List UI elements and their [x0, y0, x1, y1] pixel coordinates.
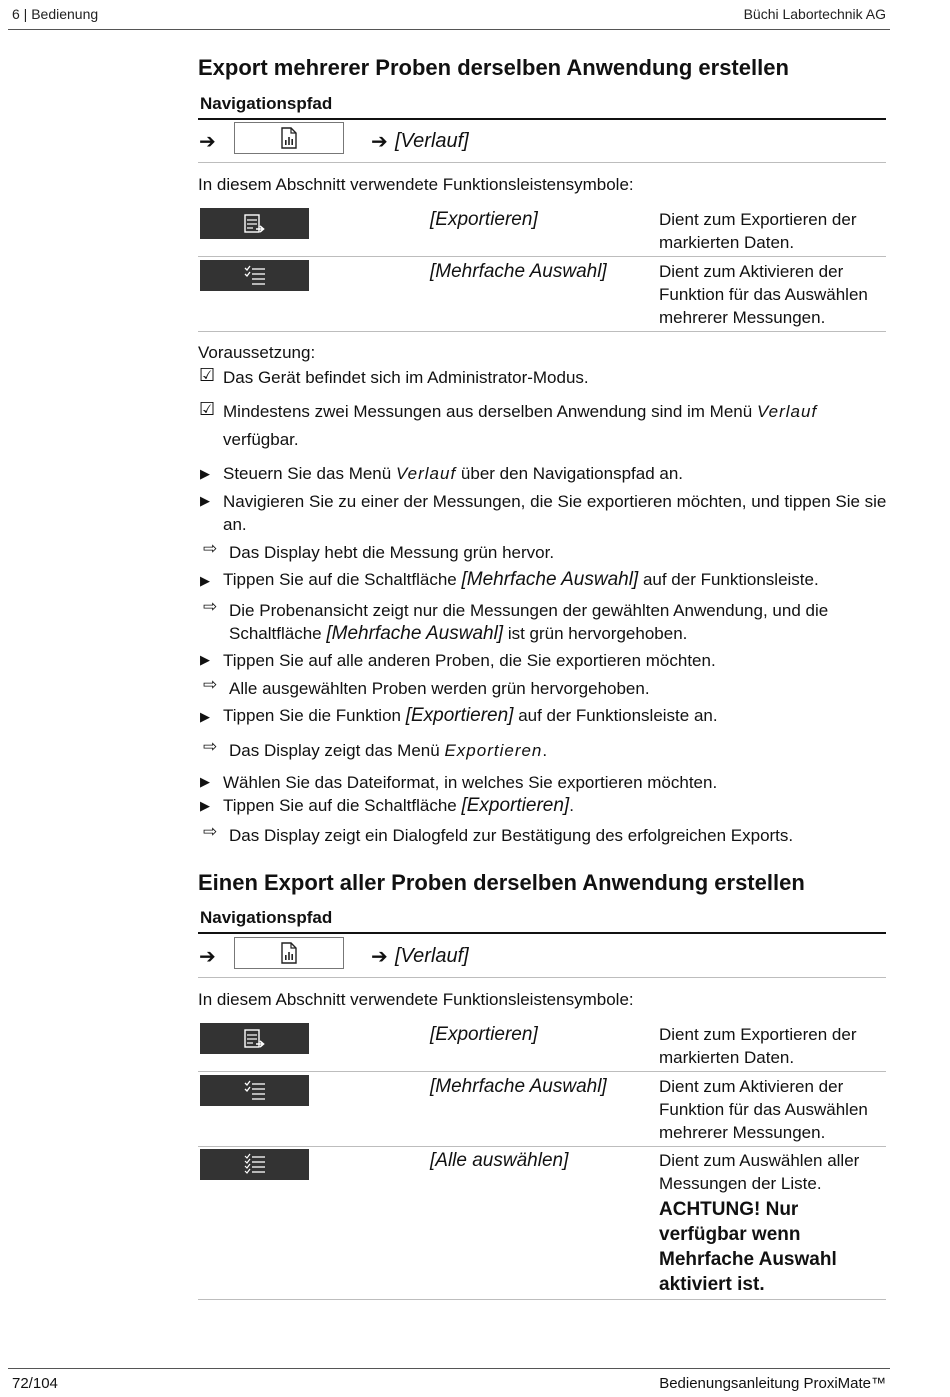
step: Wählen Sie das Dateiformat, in welches Sie exportieren möchten. — [223, 773, 718, 792]
step-result: Alle ausgewählten Proben werden grün hervorgehoben. — [229, 679, 650, 698]
function-name-select-all: [Alle auswählen] — [430, 1150, 569, 1171]
header-section: 6 | Bedienung — [12, 6, 99, 22]
export-icon — [242, 213, 268, 235]
select-all-function-button — [200, 1149, 309, 1180]
export-icon — [242, 1028, 268, 1050]
step: Tippen Sie die Funktion [Exportieren] auf der Funktionsleiste an. — [223, 705, 718, 726]
step: Tippen Sie auf die Schaltfläche [Mehrfache Auswahl] auf der Funktionsleiste. — [223, 569, 819, 590]
table-end-rule — [198, 331, 886, 332]
nav-arrow: ➔ — [199, 131, 216, 153]
select-all-icon — [242, 1153, 268, 1177]
nav-label: Navigationspfad — [200, 908, 333, 927]
multi-select-icon — [242, 264, 268, 288]
function-desc-multi-select: Dient zum Aktivieren der Funktion für das Auswählen mehrerer Messungen. — [659, 262, 868, 327]
nav-arrow-2: ➔ — [371, 131, 388, 153]
step-result: Das Display hebt die Messung grün hervor. — [229, 543, 555, 562]
multi-select-icon — [242, 1079, 268, 1103]
step-result: Die Probenansicht zeigt nur die Messungen der gewählten Anwendung, und die Schaltfläche [Mehrfache Auswahl] ist grün hervorgehoben. — [229, 601, 829, 644]
step-bullet-icon: ▶ — [200, 774, 210, 789]
prereq-item: Mindestens zwei Messungen aus derselben Anwendung sind im Menü Verlauf — [223, 402, 818, 421]
multi-select-function-button — [200, 1075, 309, 1106]
function-desc-export: Dient zum Exportieren der markierten Daten. — [659, 1025, 857, 1067]
functions-intro: In diesem Abschnitt verwendete Funktionsleistensymbole: — [198, 175, 634, 194]
step: Tippen Sie auf alle anderen Proben, die Sie exportieren möchten. — [223, 651, 716, 670]
row-divider — [198, 256, 886, 257]
history-report-icon — [280, 942, 298, 964]
function-desc-multi-select: Dient zum Aktivieren der Funktion für das Auswählen mehrerer Messungen. — [659, 1077, 868, 1142]
step: Tippen Sie auf die Schaltfläche [Exportieren]. — [223, 795, 574, 816]
section1-title: Export mehrerer Proben derselben Anwendung erstellen — [198, 55, 789, 80]
nav-label: Navigationspfad — [200, 94, 333, 113]
prereq-item-cont: verfügbar. — [223, 430, 299, 449]
result-arrow-icon: ⇨ — [203, 675, 218, 694]
page-number: 72/104 — [12, 1375, 58, 1392]
warning-note: ACHTUNG! Nur verfügbar wenn Mehrfache Auswahl aktiviert ist. — [659, 1199, 837, 1295]
history-report-icon — [280, 127, 298, 149]
step-bullet-icon: ▶ — [200, 466, 210, 481]
checkbox-icon: ☑ — [199, 399, 216, 419]
step: Steuern Sie das Menü Verlauf über den Navigationspfad an. — [223, 464, 684, 483]
step-bullet-icon: ▶ — [200, 573, 210, 588]
export-function-button — [200, 208, 309, 239]
section2-title: Einen Export aller Proben derselben Anwendung erstellen — [198, 870, 805, 895]
function-name-export: [Exportieren] — [430, 1024, 538, 1045]
function-desc-export: Dient zum Exportieren der markierten Daten. — [659, 210, 857, 252]
prereq-label: Voraussetzung: — [198, 343, 316, 362]
multi-select-function-button — [200, 260, 309, 291]
function-name-multi-select: [Mehrfache Auswahl] — [430, 1076, 607, 1097]
result-arrow-icon: ⇨ — [203, 822, 218, 841]
nav-arrow-2: ➔ — [371, 946, 388, 968]
nav-rule — [198, 118, 886, 120]
checkbox-icon: ☑ — [199, 365, 216, 385]
step-result: Das Display zeigt ein Dialogfeld zur Bestätigung des erfolgreichen Exports. — [229, 826, 794, 845]
function-name-multi-select: [Mehrfache Auswahl] — [430, 261, 607, 282]
nav-end-rule — [198, 977, 886, 978]
nav-path: [Verlauf] — [395, 945, 469, 967]
table-end-rule — [198, 1299, 886, 1300]
footer-rule — [8, 1368, 890, 1369]
step-bullet-icon: ▶ — [200, 798, 210, 813]
row-divider — [198, 1146, 886, 1147]
header-rule — [8, 29, 890, 30]
result-arrow-icon: ⇨ — [203, 737, 218, 756]
nav-arrow: ➔ — [199, 946, 216, 968]
function-name-export: [Exportieren] — [430, 209, 538, 230]
nav-path: [Verlauf] — [395, 130, 469, 152]
prereq-item: Das Gerät befindet sich im Administrator-Modus. — [223, 368, 589, 387]
row-divider — [198, 1071, 886, 1072]
function-desc-select-all: Dient zum Auswählen aller Messungen der Liste. ACHTUNG! Nur verfügbar wenn Mehrfache Auswahl aktiviert ist. — [659, 1149, 889, 1297]
step-bullet-icon: ▶ — [200, 709, 210, 724]
export-function-button — [200, 1023, 309, 1054]
nav-end-rule — [198, 162, 886, 163]
step: Navigieren Sie zu einer der Messungen, die Sie exportieren möchten, und tippen Sie sie an. — [223, 492, 887, 534]
result-arrow-icon: ⇨ — [203, 539, 218, 558]
functions-intro: In diesem Abschnitt verwendete Funktionsleistensymbole: — [198, 990, 634, 1009]
history-button[interactable] — [234, 937, 344, 969]
step-result: Das Display zeigt das Menü Exportieren. — [229, 741, 548, 760]
manual-title: Bedienungsanleitung ProxiMate™ — [659, 1375, 886, 1392]
header-company: Büchi Labortechnik AG — [743, 6, 886, 22]
result-arrow-icon: ⇨ — [203, 597, 218, 616]
nav-rule — [198, 932, 886, 934]
step-bullet-icon: ▶ — [200, 493, 210, 508]
history-button[interactable] — [234, 122, 344, 154]
step-bullet-icon: ▶ — [200, 652, 210, 667]
